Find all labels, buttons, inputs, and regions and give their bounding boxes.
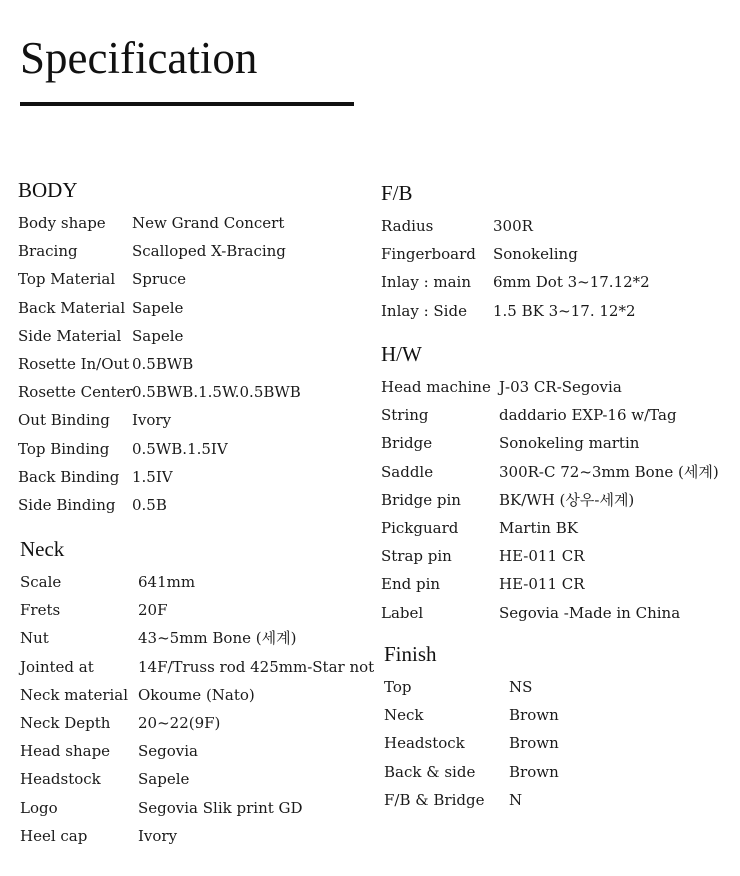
spec-label: Side Material [18, 326, 122, 345]
spec-label: Fingerboard [381, 245, 476, 264]
spec-label: Top [384, 678, 412, 696]
spec-value: 641mm [138, 573, 196, 591]
spec-row [18, 209, 285, 237]
spec-row [381, 599, 681, 627]
spec-value: 14F/Truss rod 425mm-Star not [138, 657, 375, 676]
spec-row [18, 463, 173, 491]
spec-value: Sapele [132, 298, 184, 317]
spec-label: Rosette In/Out [18, 354, 130, 373]
spec-value: 20~22(9F) [138, 713, 221, 732]
spec-row [20, 765, 190, 793]
spec-value: Segovia Slik print GD [138, 798, 303, 817]
hw-section [381, 341, 719, 627]
spec-label: Back & side [384, 762, 476, 781]
spec-label: Top Binding [18, 439, 110, 458]
spec-label: Scale [20, 573, 62, 591]
spec-row [20, 794, 303, 822]
spec-label: Back Binding [18, 467, 120, 486]
spec-value: daddario EXP-16 w/Tag [499, 406, 677, 425]
spec-label: Logo [20, 798, 58, 817]
spec-value: Segovia -Made in China [499, 603, 681, 622]
spec-label: Heel cap [20, 826, 88, 845]
spec-label: Jointed at [20, 657, 94, 676]
spec-row [18, 350, 194, 378]
spec-label: Nut [20, 629, 49, 648]
section-heading: H/W [381, 342, 422, 366]
spec-row [20, 653, 375, 681]
spec-value: 0.5BWB.1.5W.0.5BWB [132, 383, 301, 402]
spec-value: N [509, 790, 523, 809]
spec-row [18, 237, 286, 265]
spec-label: Bridge pin [381, 490, 461, 509]
spec-row [384, 673, 533, 701]
section-heading: Finish [384, 642, 437, 666]
spec-rows [384, 673, 559, 814]
spec-row [18, 406, 172, 434]
spec-label: Inlay : main [381, 273, 472, 292]
spec-value: Segovia [138, 742, 198, 761]
spec-label: Side Binding [18, 495, 116, 514]
spec-label: End pin [381, 575, 441, 594]
spec-label: F/B & Bridge [384, 790, 485, 809]
spec-row [384, 758, 559, 786]
spec-label: Headstock [20, 770, 101, 789]
spec-row [381, 268, 650, 296]
spec-label: Bracing [18, 242, 78, 261]
spec-label: Head shape [20, 742, 111, 761]
spec-row [18, 294, 184, 322]
page-title: Specification [20, 33, 258, 83]
spec-label: Pickguard [381, 518, 459, 537]
finish-section [384, 641, 559, 814]
spec-value: BK/WH (상우-세계) [499, 490, 635, 509]
title-underline [20, 102, 354, 106]
spec-row [384, 786, 523, 814]
section-heading: BODY [18, 178, 78, 202]
spec-value: 6mm Dot 3~17.12*2 [493, 273, 650, 292]
spec-row [20, 737, 198, 765]
spec-row [20, 822, 178, 850]
spec-value: Ivory [138, 826, 178, 845]
spec-label: Neck material [20, 685, 129, 704]
spec-value: Sonokeling [493, 245, 578, 264]
spec-value: 43~5mm Bone (세계) [138, 629, 297, 648]
spec-value: NS [509, 678, 533, 696]
spec-label: Strap pin [381, 547, 452, 566]
spec-rows [20, 568, 375, 850]
spec-label: Head machine [381, 378, 491, 396]
spec-rows [381, 212, 650, 325]
spec-value: HE-011 CR [499, 575, 585, 594]
spec-row [20, 709, 221, 737]
spec-label: Bridge [381, 434, 433, 453]
spec-row [381, 240, 578, 268]
spec-value: 0.5WB.1.5IV [132, 439, 228, 458]
spec-row [18, 322, 184, 350]
spec-row [381, 429, 640, 457]
spec-label: Back Material [18, 298, 126, 317]
spec-value: Sapele [138, 770, 190, 789]
spec-row [20, 596, 168, 624]
spec-label: Out Binding [18, 411, 110, 430]
spec-label: Radius [381, 217, 434, 235]
spec-row [18, 378, 301, 406]
spec-label: String [381, 406, 429, 425]
fb-section [381, 180, 650, 325]
spec-value: 20F [138, 601, 168, 620]
spec-value: Brown [509, 734, 559, 753]
spec-label: Headstock [384, 734, 465, 753]
spec-label: Neck Depth [20, 713, 111, 732]
spec-row [384, 701, 559, 729]
spec-label: Rosette Center [18, 383, 133, 402]
spec-row [18, 491, 167, 519]
spec-value: 1.5 BK 3~17. 12*2 [493, 301, 636, 320]
spec-label: Frets [20, 601, 61, 620]
spec-row [384, 729, 559, 757]
spec-row [18, 265, 186, 293]
spec-value: HE-011 CR [499, 547, 585, 566]
spec-value: Scalloped X-Bracing [132, 242, 286, 261]
spec-value: 300R [493, 217, 533, 235]
spec-row [381, 514, 578, 542]
body-section [18, 177, 301, 519]
spec-value: Sapele [132, 326, 184, 345]
spec-row [381, 212, 533, 240]
spec-value: Spruce [132, 270, 186, 289]
spec-row [18, 435, 228, 463]
spec-row [20, 624, 297, 652]
spec-value: 1.5IV [132, 467, 173, 486]
spec-row [20, 681, 255, 709]
spec-value: New Grand Concert [132, 214, 285, 232]
spec-row [381, 297, 636, 325]
spec-value: 0.5B [132, 495, 167, 514]
spec-value: Martin BK [499, 518, 578, 537]
section-heading: Neck [20, 537, 65, 561]
spec-row [381, 373, 622, 401]
spec-row [381, 401, 677, 429]
spec-value: Brown [509, 762, 559, 781]
spec-value: 0.5BWB [132, 354, 194, 373]
section-heading: F/B [381, 181, 413, 205]
spec-row [381, 542, 585, 570]
spec-row [381, 570, 585, 598]
spec-value: J-03 CR-Segovia [499, 378, 622, 396]
spec-value: Sonokeling martin [499, 434, 640, 453]
spec-rows [18, 209, 301, 519]
spec-label: Saddle [381, 462, 434, 481]
spec-row [381, 458, 719, 486]
spec-value: 300R-C 72~3mm Bone (세계) [499, 462, 719, 481]
spec-label: Neck [384, 706, 424, 725]
spec-label: Label [381, 603, 424, 622]
spec-row [20, 568, 196, 596]
spec-rows [381, 373, 719, 627]
spec-label: Body shape [18, 214, 106, 232]
spec-value: Okoume (Nato) [138, 685, 255, 704]
neck-section [20, 536, 375, 850]
spec-label: Inlay : Side [381, 301, 467, 320]
spec-row [381, 486, 635, 514]
spec-label: Top Material [18, 270, 116, 289]
spec-value: Brown [509, 706, 559, 725]
spec-value: Ivory [132, 411, 172, 430]
